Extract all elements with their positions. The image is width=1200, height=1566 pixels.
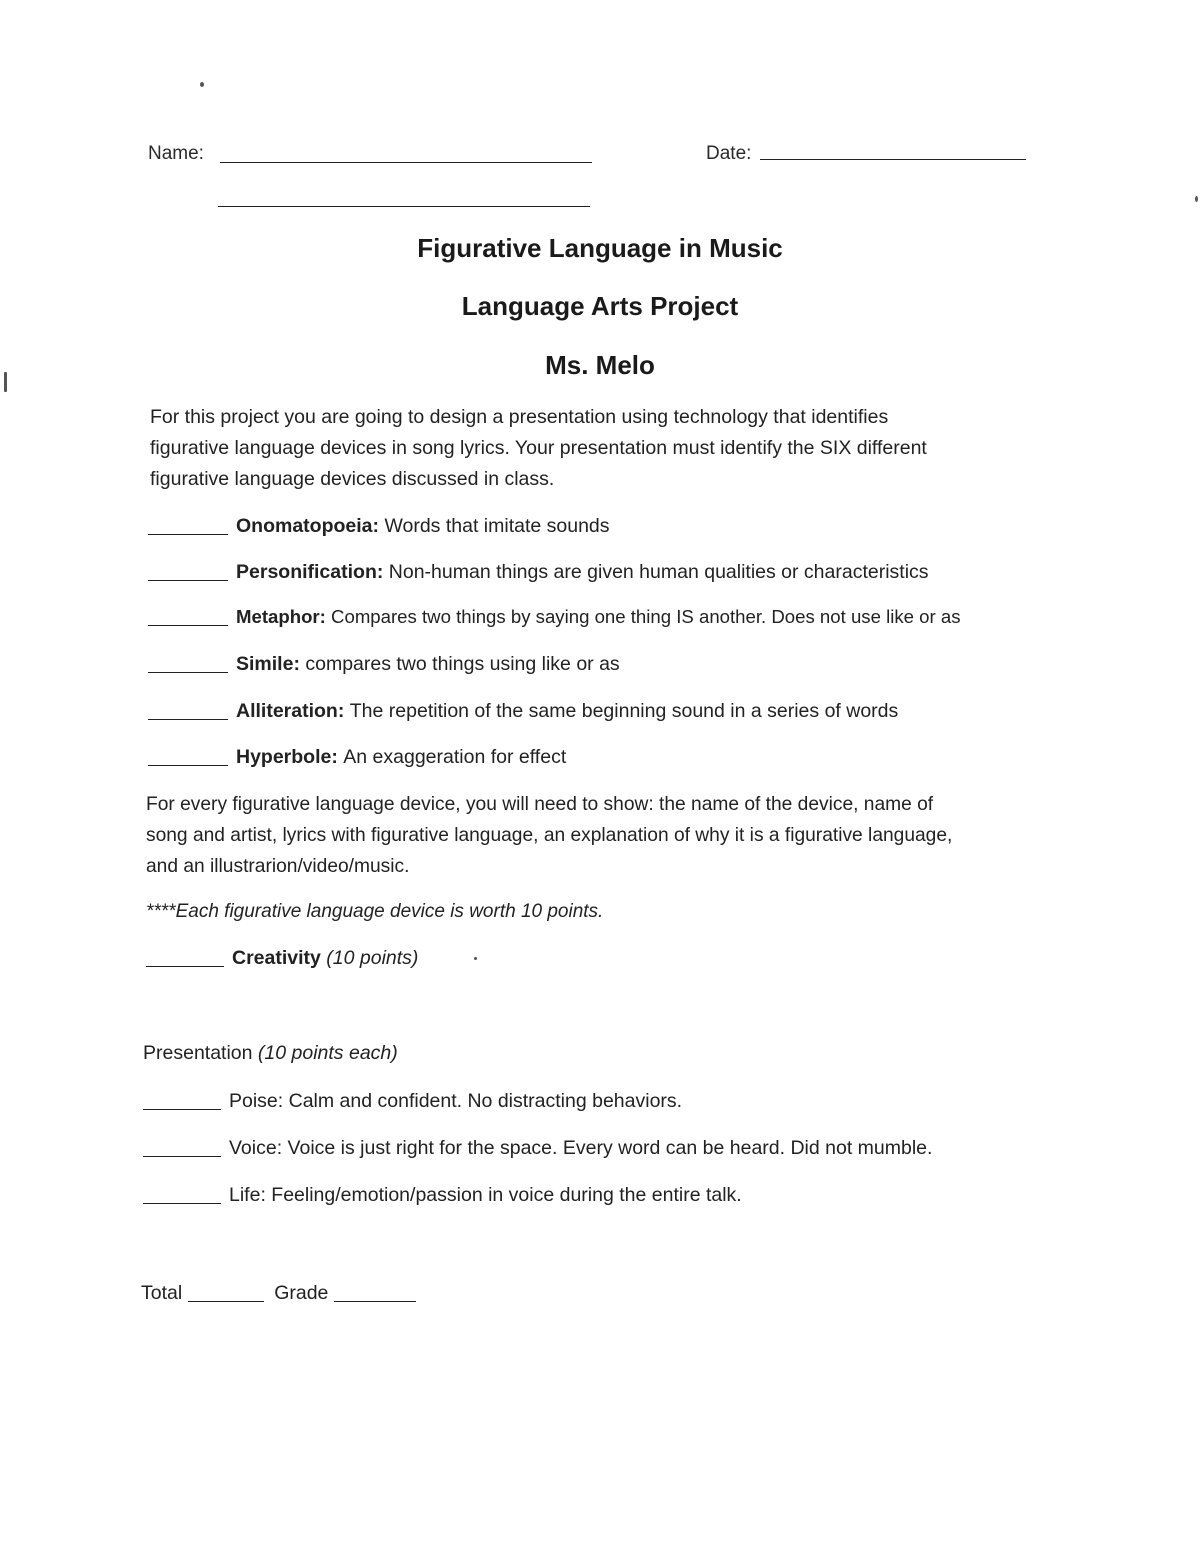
device-item-simile	[148, 653, 620, 676]
device-term: Personification:	[236, 561, 384, 583]
score-blank[interactable]	[148, 765, 228, 766]
presentation-points: (10 points each)	[257, 1042, 398, 1064]
intro-line: figurative language devices discussed in class.	[150, 468, 555, 490]
score-blank[interactable]	[148, 719, 228, 720]
device-term: Hyperbole:	[236, 746, 338, 768]
score-blank[interactable]	[148, 534, 228, 535]
intro-line: For this project you are going to design a presentation using technology that identifies	[150, 406, 889, 428]
presentation-heading	[143, 1042, 398, 1065]
device-item-alliteration	[148, 700, 898, 723]
device-item-personification	[148, 561, 929, 584]
score-blank[interactable]	[148, 580, 228, 581]
device-item-onomatopoeia	[148, 515, 610, 538]
device-definition: Compares two things by saying one thing IS another. Does not use like or as	[331, 606, 961, 627]
device-term: Metaphor:	[236, 606, 326, 627]
score-blank[interactable]	[143, 1156, 221, 1157]
creativity-item	[146, 947, 418, 970]
requirements-line: song and artist, lyrics with figurative language, an explanation of why it is a figurative language,	[146, 825, 953, 846]
device-item-hyperbole	[148, 746, 566, 769]
score-blank[interactable]	[148, 625, 228, 626]
scan-speck	[200, 82, 204, 87]
score-blank[interactable]	[148, 672, 228, 673]
device-definition: Words that imitate sounds	[384, 515, 610, 537]
device-term: Alliteration:	[236, 700, 345, 722]
name-line[interactable]	[220, 162, 592, 163]
device-definition: An exaggeration for effect	[343, 746, 567, 768]
intro-paragraph	[150, 402, 1080, 495]
date-label: Date:	[706, 143, 752, 164]
device-term: Simile:	[236, 653, 300, 675]
device-definition: Non-human things are given human qualities or characteristics	[388, 561, 929, 583]
presentation-title: Presentation	[143, 1042, 253, 1064]
criteria-item-voice	[143, 1137, 932, 1160]
name-line-second[interactable]	[218, 206, 590, 207]
criteria-definition: Calm and confident. No distracting behaviors.	[288, 1090, 683, 1112]
score-blank[interactable]	[143, 1203, 221, 1204]
scan-speck	[474, 957, 477, 960]
requirements-line: For every figurative language device, you will need to show: the name of the device, name of	[146, 794, 934, 815]
page-title: Figurative Language in Music	[417, 233, 783, 263]
device-term: Onomatopoeia:	[236, 515, 380, 537]
requirements-line: and an illustrarion/video/music.	[146, 856, 410, 877]
device-definition: The repetition of the same beginning sound in a series of words	[349, 700, 899, 722]
score-blank[interactable]	[146, 966, 224, 967]
page-subtitle: Language Arts Project	[461, 291, 739, 321]
criteria-term: Life:	[229, 1184, 266, 1206]
name-label: Name:	[148, 143, 204, 164]
criteria-term: Voice:	[229, 1137, 283, 1159]
device-definition: compares two things using like or as	[305, 653, 620, 675]
criteria-definition: Feeling/emotion/passion in voice during the entire talk.	[271, 1184, 742, 1206]
criteria-item-life	[143, 1184, 742, 1207]
grade-blank[interactable]	[334, 1301, 416, 1302]
points-note: ****Each figurative language device is worth 10 points.	[146, 901, 604, 922]
criteria-definition: Voice is just right for the space. Every word can be heard. Did not mumble.	[287, 1137, 933, 1159]
score-blank[interactable]	[143, 1109, 221, 1110]
requirements-paragraph	[146, 789, 1106, 882]
criteria-term: Poise:	[229, 1090, 284, 1112]
device-item-metaphor	[148, 606, 961, 628]
total-blank[interactable]	[188, 1301, 264, 1302]
creativity-term: Creativity	[232, 947, 321, 969]
total-grade-row	[141, 1282, 424, 1305]
criteria-item-poise	[143, 1090, 682, 1113]
scan-speck	[1195, 196, 1198, 202]
teacher-name: Ms. Melo	[545, 350, 655, 380]
grade-label: Grade	[274, 1282, 329, 1304]
creativity-points: (10 points)	[326, 947, 419, 969]
date-line[interactable]	[760, 159, 1026, 160]
intro-line: figurative language devices in song lyrics. Your presentation must identify the SIX different	[150, 437, 927, 459]
total-label: Total	[141, 1282, 183, 1304]
